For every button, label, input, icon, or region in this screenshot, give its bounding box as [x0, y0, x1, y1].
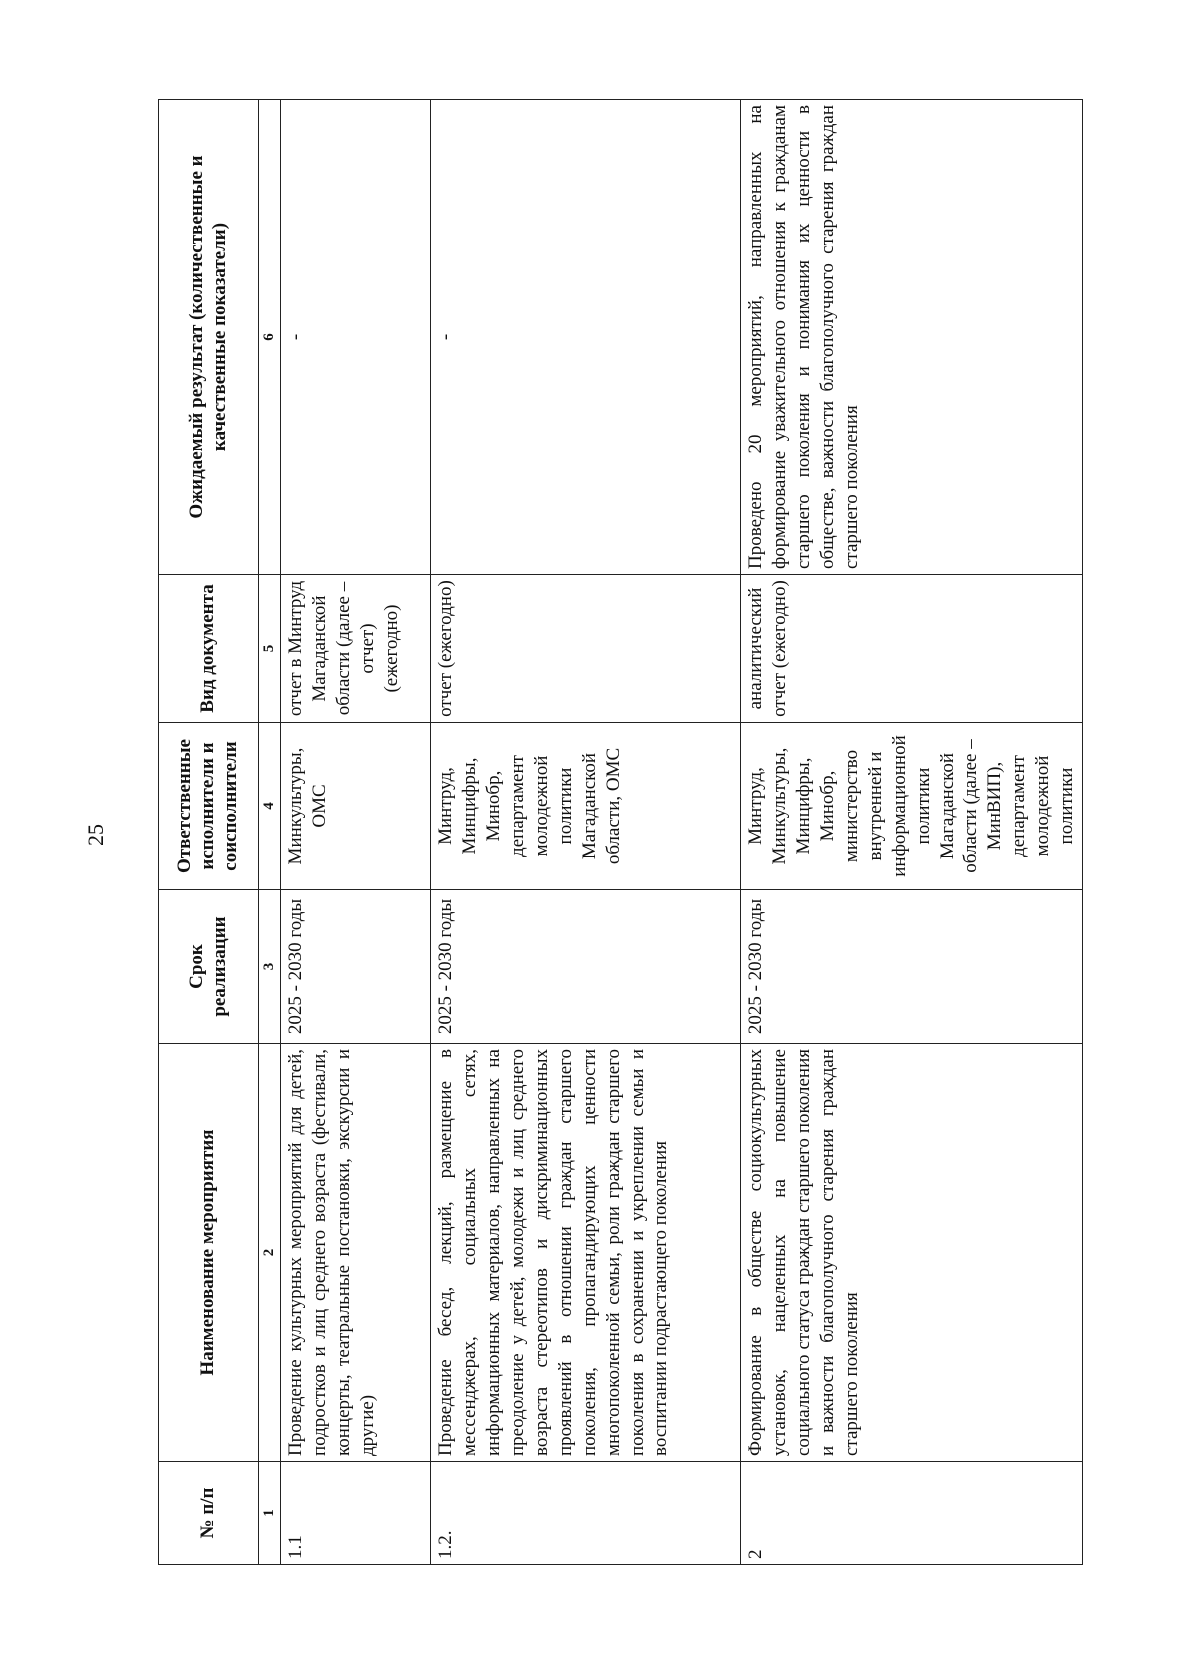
measure-name: Проведение бесед, лекций, размещение в мессенджерах, социальных сетях, информационных материалов, направленных на преодоление у детей, молодежи и лиц среднего возраста стереотипов и дискриминационных проявлений в отношении граждан старшего поколения, пропагандирующих ценности многопоколенной семьи, роли граждан старшего поколения в сохранении и укреплении семьи и воспитании подрастающего поколения	[431, 1044, 741, 1462]
measures-table	[158, 99, 1083, 1565]
column-number: 6	[259, 100, 281, 575]
expected-result: -	[431, 100, 741, 575]
column-number: 2	[259, 1044, 281, 1462]
page-number: 25	[83, 824, 108, 846]
term: 2025 - 2030 годы	[431, 890, 741, 1044]
row-number: 1.1	[281, 1462, 431, 1565]
executors: Минкультуры, ОМС	[281, 723, 431, 890]
measure-name: Формирование в обществе социокультурных установок, нацеленных на повышение социального статуса граждан старшего поколения и важности благополучного старения граждан старшего поколения	[741, 1044, 1083, 1462]
measure-name: Проведение культурных мероприятий для детей, подростков и лиц среднего возраста (фестивали, концерты, театральные постановки, экскурсии и другие)	[281, 1044, 431, 1462]
table-header-row	[159, 100, 259, 1565]
term: 2025 - 2030 годы	[281, 890, 431, 1044]
column-number: 1	[259, 1462, 281, 1565]
rotated-table-container	[158, 100, 1081, 1565]
header-measure-name: Наименование мероприятия	[159, 1044, 259, 1462]
document-type: отчет (ежегодно)	[431, 575, 741, 723]
table-row	[741, 100, 1083, 1565]
term: 2025 - 2030 годы	[741, 890, 1083, 1044]
header-executors: Ответственные исполнители и соисполнители	[159, 723, 259, 890]
column-number-row	[259, 100, 281, 1565]
header-number: № п/п	[159, 1462, 259, 1565]
executors: Минтруд, Минкультуры, Минцифры, Минобр, министерство внутренней и информационной политики Магаданской области (далее – МинВИП), департамент молодежной политики	[741, 723, 1083, 890]
column-number: 5	[259, 575, 281, 723]
expected-result: -	[281, 100, 431, 575]
expected-result: Проведено 20 мероприятий, направленных на формирование уважительного отношения к гражданам старшего поколения и понимания их ценности в обществе, важности благополучного старения граждан старшего поколения	[741, 100, 1083, 575]
row-number: 1.2.	[431, 1462, 741, 1565]
row-number: 2	[741, 1462, 1083, 1565]
table-row	[431, 100, 741, 1565]
column-number: 3	[259, 890, 281, 1044]
executors: Минтруд, Минцифры, Минобр, департамент молодежной политики Магаданской области, ОМС	[431, 723, 741, 890]
header-expected-result: Ожидаемый результат (количественные и качественные показатели)	[159, 100, 259, 575]
header-term: Срок реализации	[159, 890, 259, 1044]
document-type: отчет в Минтруд Магаданской области (далее – отчет) (ежегодно)	[281, 575, 431, 723]
column-number: 4	[259, 723, 281, 890]
table-row	[281, 100, 431, 1565]
document-type: аналитический отчет (ежегодно)	[741, 575, 1083, 723]
header-document-type: Вид документа	[159, 575, 259, 723]
